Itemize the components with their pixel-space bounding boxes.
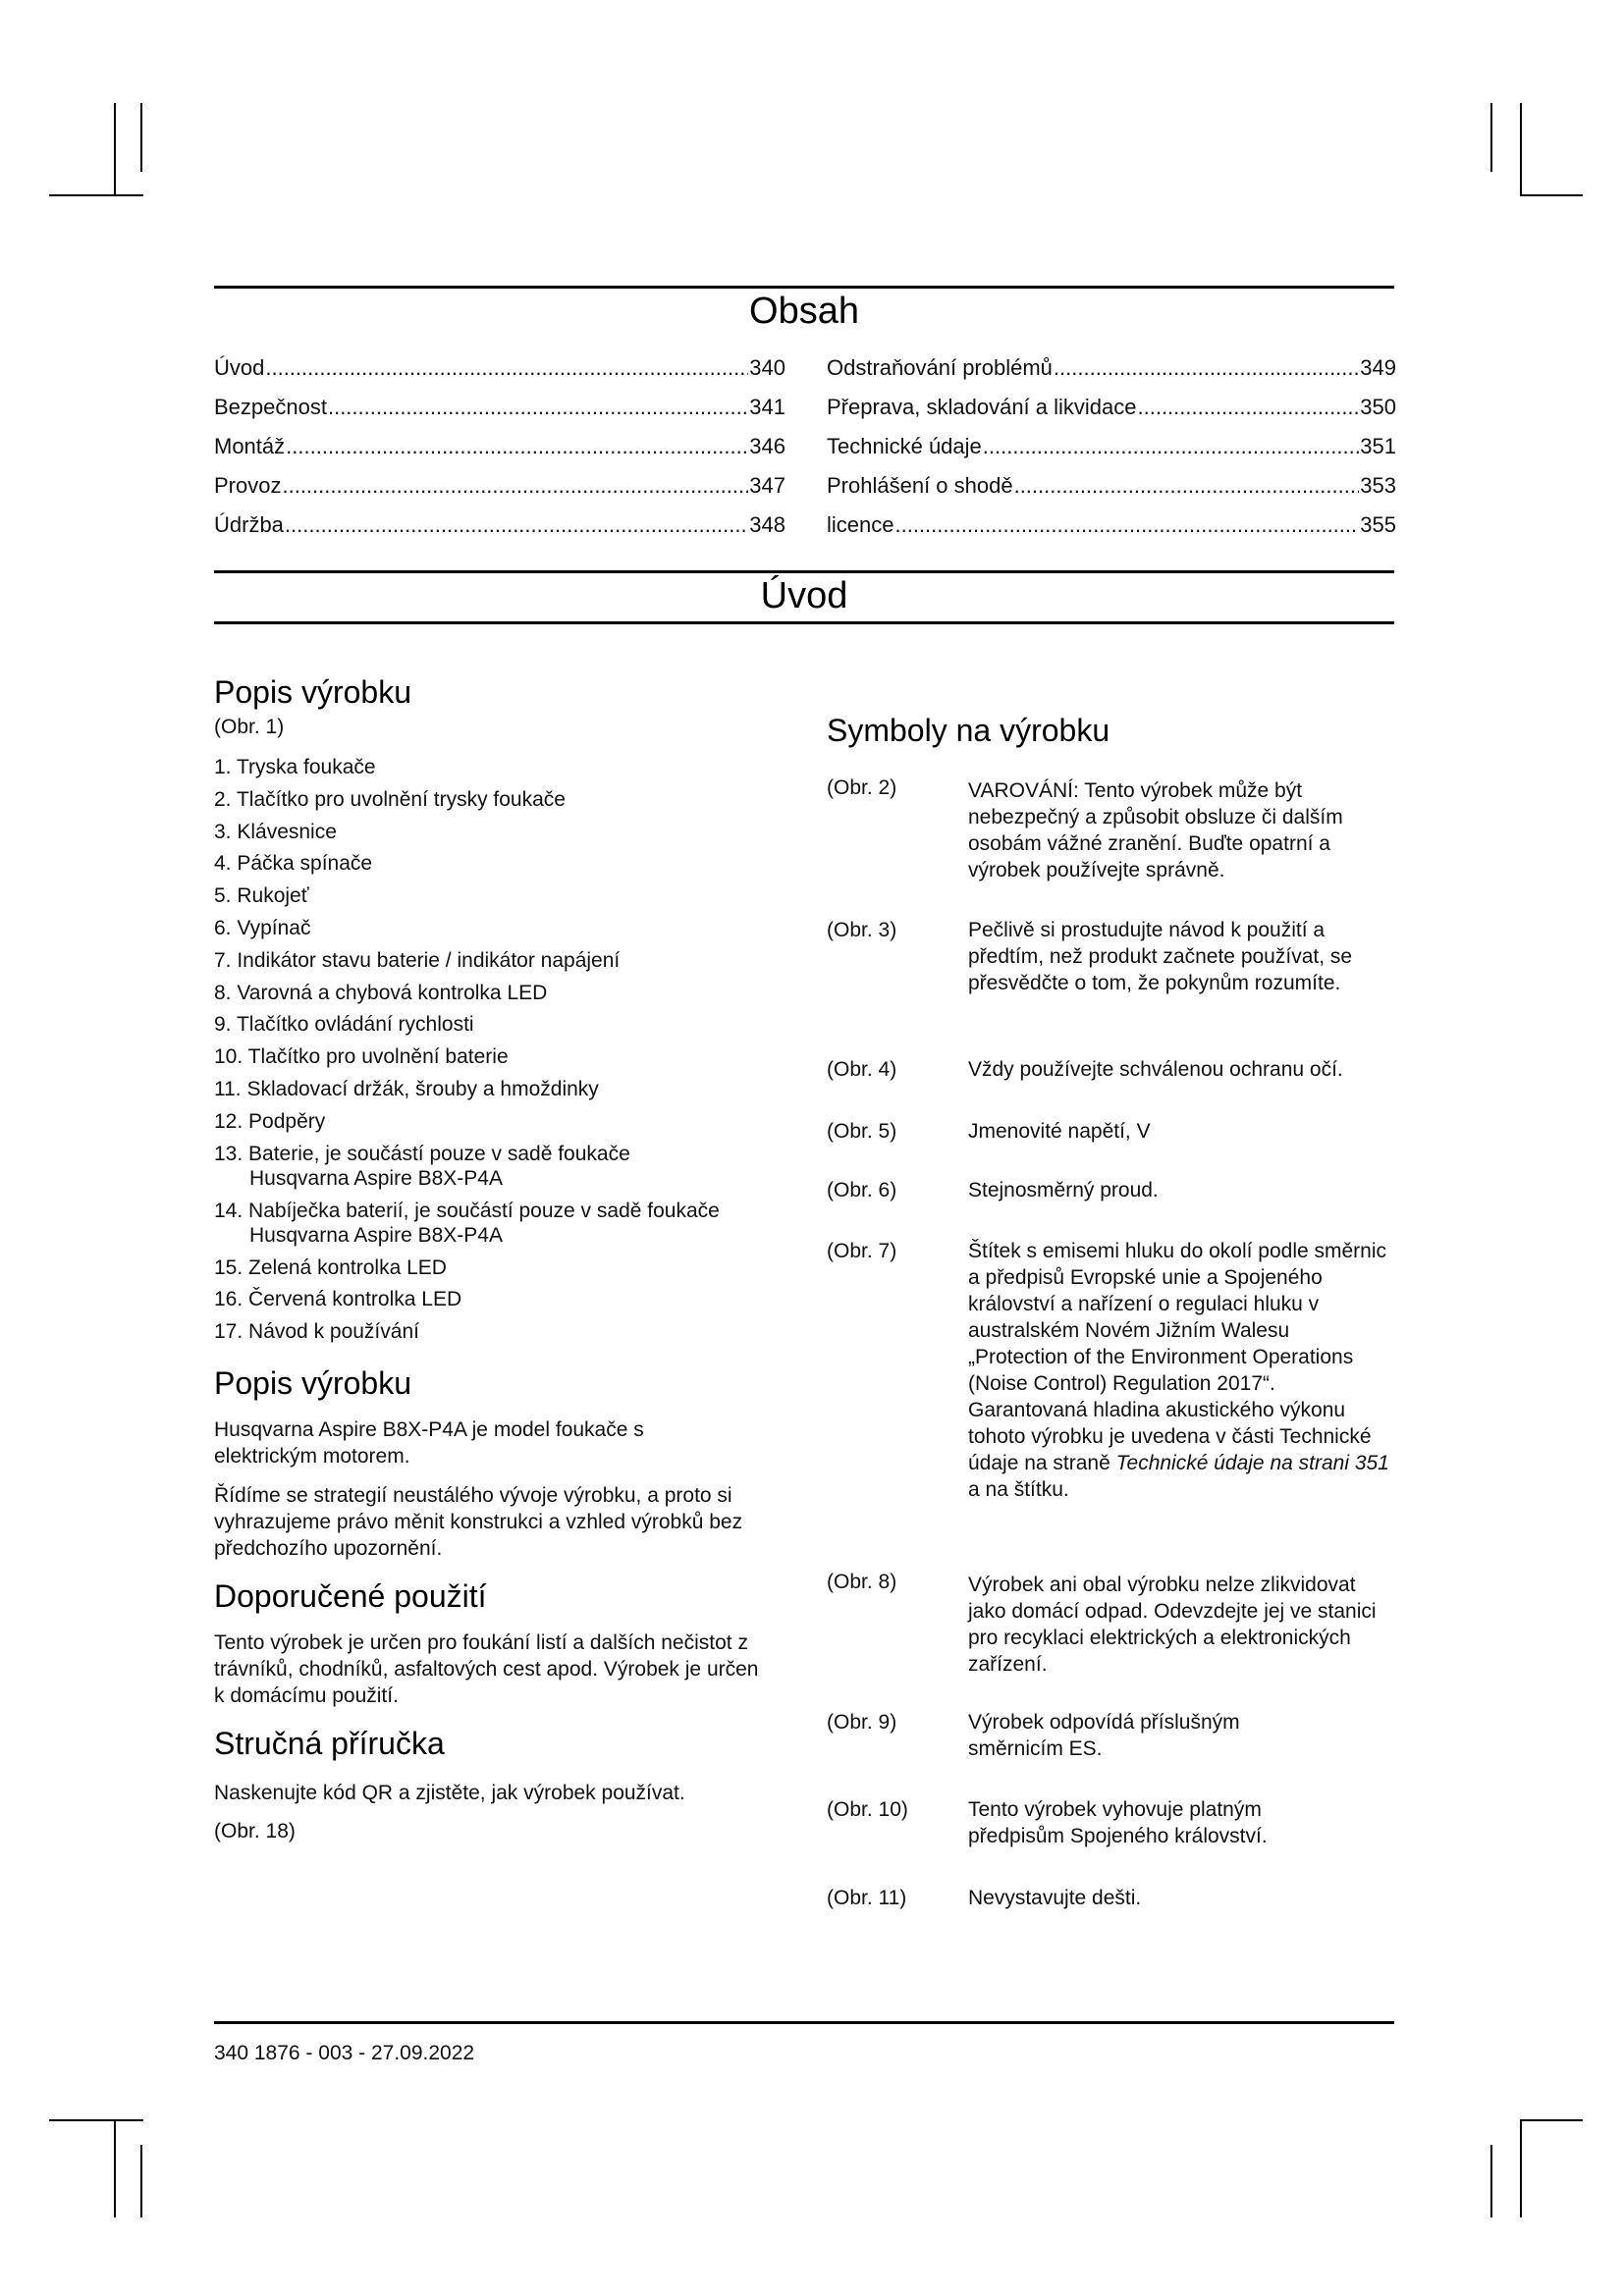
parts-list-item-text: 16. Červená kontrolka LED [214,1288,462,1311]
parts-list-item-text: 7. Indikátor stavu baterie / indikátor napájení [214,948,621,972]
quick-guide-figure-ref: (Obr. 18) [214,1820,296,1842]
toc-entry-label: Prohlášení o shodě [827,473,1013,498]
parts-list-item-text: 10. Tlačítko pro uvolnění baterie [214,1045,509,1069]
symbol-ref: (Obr. 3) [827,919,897,941]
toc-entry-label: Údržba [214,512,284,537]
footer-rule [214,2021,1394,2024]
parts-list-item [214,752,793,784]
symbol-ref: (Obr. 8) [827,1571,897,1593]
crop-mark [1520,103,1522,196]
toc-entry-label: licence [827,512,894,537]
symbol-text: Jmenovité napětí, V [968,1120,1151,1143]
parts-list-item-text: 2. Tlačítko pro uvolnění trysky foukače [214,787,566,811]
crop-mark [140,2145,142,2217]
technical-data-link[interactable]: Technické údaje na strani 351 [1115,1452,1389,1474]
quick-guide-paragraph: Naskenujte kód QR a zjistěte, jak výrobek používat. [214,1782,685,1804]
noise-text-end: a na štítku. [968,1478,1069,1501]
symbol-text: Stejnosměrný proud. [968,1179,1159,1201]
toc-entry-page: 351 [1360,434,1396,458]
product-description-heading-2: Popis výrobku [214,1365,411,1401]
recommended-use-paragraph: Tento výrobek je určen pro foukání listí a dalších nečistot z trávníků, chodníků, asfaltových cest apod. Výrobek je určen k domácímu použití. [214,1631,759,1707]
symbol-ref: (Obr. 11) [827,1887,907,1909]
parts-list-item [214,978,793,1010]
page-footer [214,2042,474,2065]
parts-list-item [214,848,793,881]
symbol-text: VAROVÁNÍ: Tento výrobek může být nebezpečný a způsobit obsluze či dalším osobám vážné zranění. Buďte opatrní a výrobek používejte správně. [968,779,1343,881]
crop-mark [1520,2119,1583,2121]
toc-entry-page: 353 [1360,473,1396,498]
symbol-text-noise [968,1238,1392,1503]
parts-list-item [214,1316,793,1349]
product-description-heading: Popis výrobku [214,674,411,710]
symbol-ref: (Obr. 5) [827,1120,897,1143]
symbol-ref: (Obr. 10) [827,1798,908,1821]
toc-entry-page: 347 [749,473,785,498]
parts-list-item [214,1253,793,1285]
toc-leader-dots [1138,388,1360,427]
crop-mark [114,2119,116,2217]
toc-title: Obsah [749,291,859,332]
parts-list-item [214,1196,793,1253]
symbol-ref: (Obr. 7) [827,1240,897,1262]
toc-leader-dots [983,427,1360,466]
crop-mark [1520,194,1583,196]
section-bottom-rule [214,621,1394,624]
crop-mark [140,103,142,172]
toc-entry-page: 348 [749,512,785,537]
toc-entry-page: 341 [749,395,785,419]
document-code: 1876 - 003 - 27.09.2022 [248,2042,475,2064]
toc-entry[interactable] [827,466,1396,506]
toc-entry[interactable] [827,388,1396,427]
crop-mark [1490,2145,1492,2217]
symbol-ref: (Obr. 2) [827,776,897,799]
toc-right-column [827,348,1396,545]
toc-entry-label: Odstraňování problémů [827,355,1053,380]
toc-leader-dots [1054,348,1359,388]
symbol-text: Nevystavujte dešti. [968,1887,1142,1909]
symbol-text: Výrobek odpovídá příslušným směrnicím ES. [968,1711,1240,1760]
page-number: 340 [214,2042,249,2064]
symbol-ref: (Obr. 9) [827,1711,897,1734]
parts-list-item-text: 6. Vypínač [214,916,311,939]
symbols-heading: Symboly na výrobku [827,713,1110,748]
symbol-ref: (Obr. 4) [827,1058,897,1081]
symbol-text: Výrobek ani obal výrobku nelze zlikvidovat jako domácí odpad. Odevzdejte jej ve stanici pro recyklaci elektrických a elektronických zařízení. [968,1574,1377,1676]
toc-entry[interactable] [827,506,1396,545]
toc-entry-label: Montáž [214,434,286,458]
toc-entry-page: 355 [1360,512,1396,537]
toc-leader-dots [285,506,748,545]
parts-list-item [214,1009,793,1041]
toc-leader-dots [1014,466,1360,506]
parts-list-item-text: 3. Klávesnice [214,820,337,843]
toc-entry-label: Provoz [214,473,282,498]
toc-left-column [214,348,785,545]
toc-entry-page: 349 [1360,355,1396,380]
toc-leader-dots [265,348,748,388]
parts-list [214,752,793,1349]
toc-entry-label: Přeprava, skladování a likvidace [827,395,1137,419]
section-top-rule [214,570,1394,573]
toc-entry-page: 350 [1360,395,1396,419]
parts-list-item [214,1284,793,1316]
toc-entry-label: Technické údaje [827,434,982,458]
parts-list-item-text: 1. Tryska foukače [214,756,376,778]
toc-entry[interactable] [214,427,785,466]
toc-leader-dots [894,506,1359,545]
symbol-text: Vždy používejte schválenou ochranu očí. [968,1058,1343,1081]
parts-list-item-text: 15. Zelená kontrolka LED [214,1255,447,1279]
noise-text-start: Štítek s emisemi hluku do okolí podle směrnic a předpisů Evropské unie a Spojeného království a nařízení o regulaci hluku v australském Novém Jižním Walesu „Protection of the Environment Operations (Noise Control) Regulation 2017“. Garantovaná hladina akustického výkonu tohoto výrobku je uvedena v části Technické údaje na straně [968,1240,1387,1474]
toc-entry[interactable] [827,427,1396,466]
product-description-figure-ref: (Obr. 1) [214,716,285,738]
parts-list-item-text: 14. Nabíječka baterií, je součástí pouze v sadě foukače [214,1199,720,1222]
parts-list-item-text: 13. Baterie, je součástí pouze v sadě foukače [214,1142,630,1165]
parts-list-item-text: 11. Skladovací držák, šrouby a hmoždinky [214,1077,599,1100]
toc-entry-page: 346 [749,434,785,458]
parts-list-item [214,881,793,913]
parts-list-item-text: 5. Rukojeť [214,884,309,908]
quick-guide-heading: Stručná příručka [214,1726,445,1761]
recommended-use-heading: Doporučené použití [214,1578,487,1614]
parts-list-item-text: 12. Podpěry [214,1109,326,1133]
product-development-paragraph: Řídíme se strategií neustálého vývoje výrobku, a proto si vyhrazujeme právo měnit konstrukci a vzhled výrobků bez předchozího upozornění. [214,1484,743,1560]
crop-mark [114,103,116,196]
toc-entry[interactable] [214,506,785,545]
toc-entry[interactable] [827,348,1396,388]
parts-list-item [214,784,793,817]
parts-list-item-text: 9. Tlačítko ovládání rychlosti [214,1013,474,1037]
toc-entry-label: Bezpečnost [214,395,327,419]
parts-list-item [214,1139,793,1196]
parts-list-item [214,1106,793,1139]
toc-leader-dots [286,427,748,466]
parts-list-item [214,817,793,849]
toc-entry[interactable] [214,388,785,427]
parts-list-item [214,945,793,978]
crop-mark [1520,2119,1522,2217]
toc-leader-dots [282,466,748,506]
crop-mark [49,194,143,196]
parts-list-item-text: 17. Návod k používání [214,1320,419,1344]
parts-list-item-text: 8. Varovná a chybová kontrolka LED [214,981,548,1004]
symbol-text: Pečlivě si prostudujte návod k použití a předtím, než produkt začnete používat, se přesvědčte o tom, že pokynům rozumíte. [968,919,1353,994]
symbol-ref: (Obr. 6) [827,1179,897,1201]
parts-list-item-continuation: Husqvarna Aspire B8X-P4A [249,1166,503,1190]
toc-entry[interactable] [214,466,785,506]
crop-mark [1490,103,1492,172]
toc-entry[interactable] [214,348,785,388]
toc-entry-page: 340 [749,355,785,380]
symbol-text: Tento výrobek vyhovuje platným předpisům Spojeného království. [968,1798,1268,1847]
product-description-paragraph: Husqvarna Aspire B8X-P4A je model foukače s elektrickým motorem. [214,1418,644,1468]
parts-list-item-text: 4. Páčka spínače [214,852,373,876]
section-title: Úvod [760,575,848,616]
parts-list-item-continuation: Husqvarna Aspire B8X-P4A [249,1223,503,1247]
toc-entry-label: Úvod [214,355,265,380]
toc-leader-dots [328,388,748,427]
toc-top-rule [214,286,1394,289]
parts-list-item [214,1041,793,1074]
crop-mark [49,2119,143,2121]
parts-list-item [214,913,793,945]
parts-list-item [214,1074,793,1106]
